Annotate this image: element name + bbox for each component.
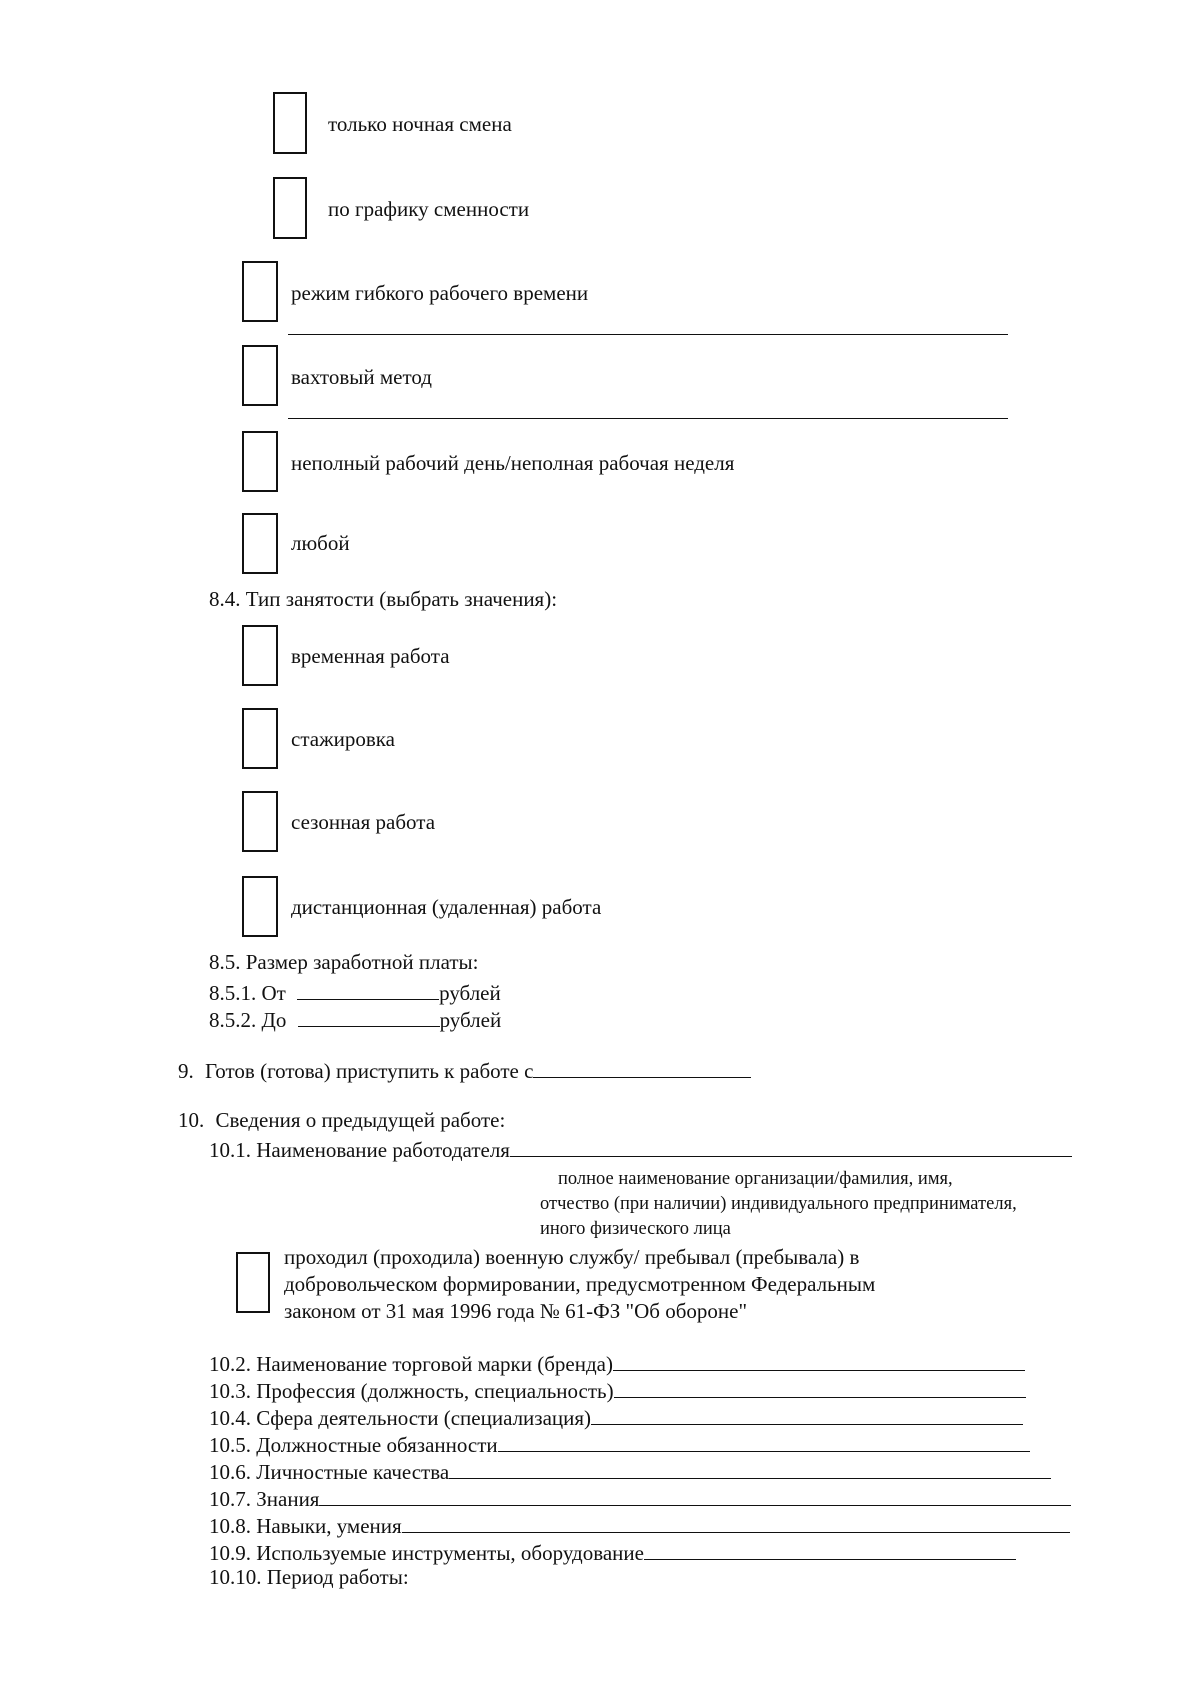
- ready-to-start-field[interactable]: [533, 1058, 751, 1078]
- ready-to-start-number: 9.: [178, 1058, 194, 1083]
- personal-qualities-row: [209, 1459, 1051, 1483]
- any-schedule-label: любой: [291, 531, 350, 555]
- previous-job-heading: Сведения о предыдущей работе:: [215, 1108, 506, 1132]
- military-service-line-1: проходил (проходила) военную службу/ пребывал (пребывала) в: [284, 1245, 860, 1269]
- knowledge-field[interactable]: [319, 1486, 1071, 1506]
- salary-to-field[interactable]: [298, 1007, 440, 1027]
- personal-qualities-field[interactable]: [449, 1459, 1051, 1479]
- tools-row: [209, 1540, 1016, 1564]
- seasonal-work-label: сезонная работа: [291, 810, 436, 834]
- shift-schedule-checkbox[interactable]: [273, 177, 307, 239]
- employment-type-heading: 8.4. Тип занятости (выбрать значения):: [209, 587, 558, 611]
- employer-label: 10.1. Наименование работодателя: [209, 1137, 510, 1162]
- field-of-activity-field[interactable]: [591, 1405, 1023, 1425]
- field-of-activity-row: [209, 1405, 1023, 1429]
- brand-row: [209, 1351, 1025, 1375]
- shift-schedule-label: по графику сменности: [328, 197, 530, 221]
- part-time-label: неполный рабочий день/неполная рабочая неделя: [291, 451, 735, 475]
- job-duties-row: [209, 1432, 1030, 1456]
- work-period-label: 10.10. Период работы:: [209, 1565, 409, 1589]
- salary-heading: 8.5. Размер заработной платы:: [209, 950, 479, 974]
- military-service-line-3: законом от 31 мая 1996 года № 61-ФЗ "Об обороне": [284, 1299, 748, 1323]
- employer-field[interactable]: [510, 1137, 1072, 1157]
- salary-from-currency: рублей: [439, 980, 501, 1005]
- remote-work-label: дистанционная (удаленная) работа: [291, 895, 602, 919]
- profession-label: 10.3. Профессия (должность, специальность): [209, 1378, 614, 1403]
- skills-field[interactable]: [402, 1513, 1070, 1533]
- brand-field[interactable]: [613, 1351, 1025, 1371]
- employer-hint-line-1: полное наименование организации/фамилия, имя,: [558, 1169, 953, 1189]
- temporary-work-label: временная работа: [291, 644, 450, 668]
- previous-job-heading-row: [178, 1110, 505, 1131]
- skills-row: [209, 1513, 1070, 1537]
- skills-label: 10.8. Навыки, умения: [209, 1513, 402, 1538]
- profession-field[interactable]: [614, 1378, 1026, 1398]
- ready-to-start-row: [178, 1058, 751, 1082]
- salary-to-currency: рублей: [439, 1007, 502, 1032]
- seasonal-work-checkbox[interactable]: [242, 791, 278, 852]
- ready-to-start-label: Готов (готова) приступить к работе с: [205, 1058, 534, 1083]
- night-shift-checkbox[interactable]: [273, 92, 307, 154]
- rotation-method-checkbox[interactable]: [242, 345, 278, 406]
- field-of-activity-label: 10.4. Сфера деятельности (специализация): [209, 1405, 592, 1430]
- temporary-work-checkbox[interactable]: [242, 625, 278, 686]
- rotation-method-line[interactable]: [288, 418, 1008, 419]
- tools-field[interactable]: [644, 1540, 1016, 1560]
- flexible-hours-line[interactable]: [288, 334, 1008, 335]
- salary-from-field[interactable]: [297, 980, 439, 1000]
- any-schedule-checkbox[interactable]: [242, 513, 278, 574]
- salary-from-row: [209, 980, 501, 1004]
- previous-job-number: 10.: [178, 1108, 205, 1132]
- flexible-hours-label: режим гибкого рабочего времени: [291, 281, 589, 305]
- internship-label: стажировка: [291, 727, 395, 751]
- knowledge-label: 10.7. Знания: [209, 1486, 320, 1511]
- part-time-checkbox[interactable]: [242, 431, 278, 492]
- job-duties-field[interactable]: [498, 1432, 1030, 1452]
- brand-label: 10.2. Наименование торговой марки (бренда): [209, 1351, 613, 1376]
- tools-label: 10.9. Используемые инструменты, оборудование: [209, 1540, 644, 1565]
- remote-work-checkbox[interactable]: [242, 876, 278, 937]
- salary-from-label: 8.5.1. От: [209, 980, 286, 1005]
- employer-row: [209, 1137, 1072, 1161]
- job-duties-label: 10.5. Должностные обязанности: [209, 1432, 498, 1457]
- personal-qualities-label: 10.6. Личностные качества: [209, 1459, 450, 1484]
- night-shift-label: только ночная смена: [328, 112, 512, 136]
- salary-to-label: 8.5.2. До: [209, 1007, 287, 1032]
- salary-to-row: [209, 1007, 501, 1031]
- military-service-checkbox[interactable]: [236, 1252, 270, 1313]
- rotation-method-label: вахтовый метод: [291, 365, 432, 389]
- employer-hint-line-2: отчество (при наличии) индивидуального предпринимателя,: [540, 1194, 1017, 1214]
- employer-hint-line-3: иного физического лица: [540, 1219, 731, 1239]
- flexible-hours-checkbox[interactable]: [242, 261, 278, 322]
- military-service-line-2: добровольческом формировании, предусмотренном Федеральным: [284, 1272, 876, 1296]
- internship-checkbox[interactable]: [242, 708, 278, 769]
- profession-row: [209, 1378, 1026, 1402]
- knowledge-row: [209, 1486, 1071, 1510]
